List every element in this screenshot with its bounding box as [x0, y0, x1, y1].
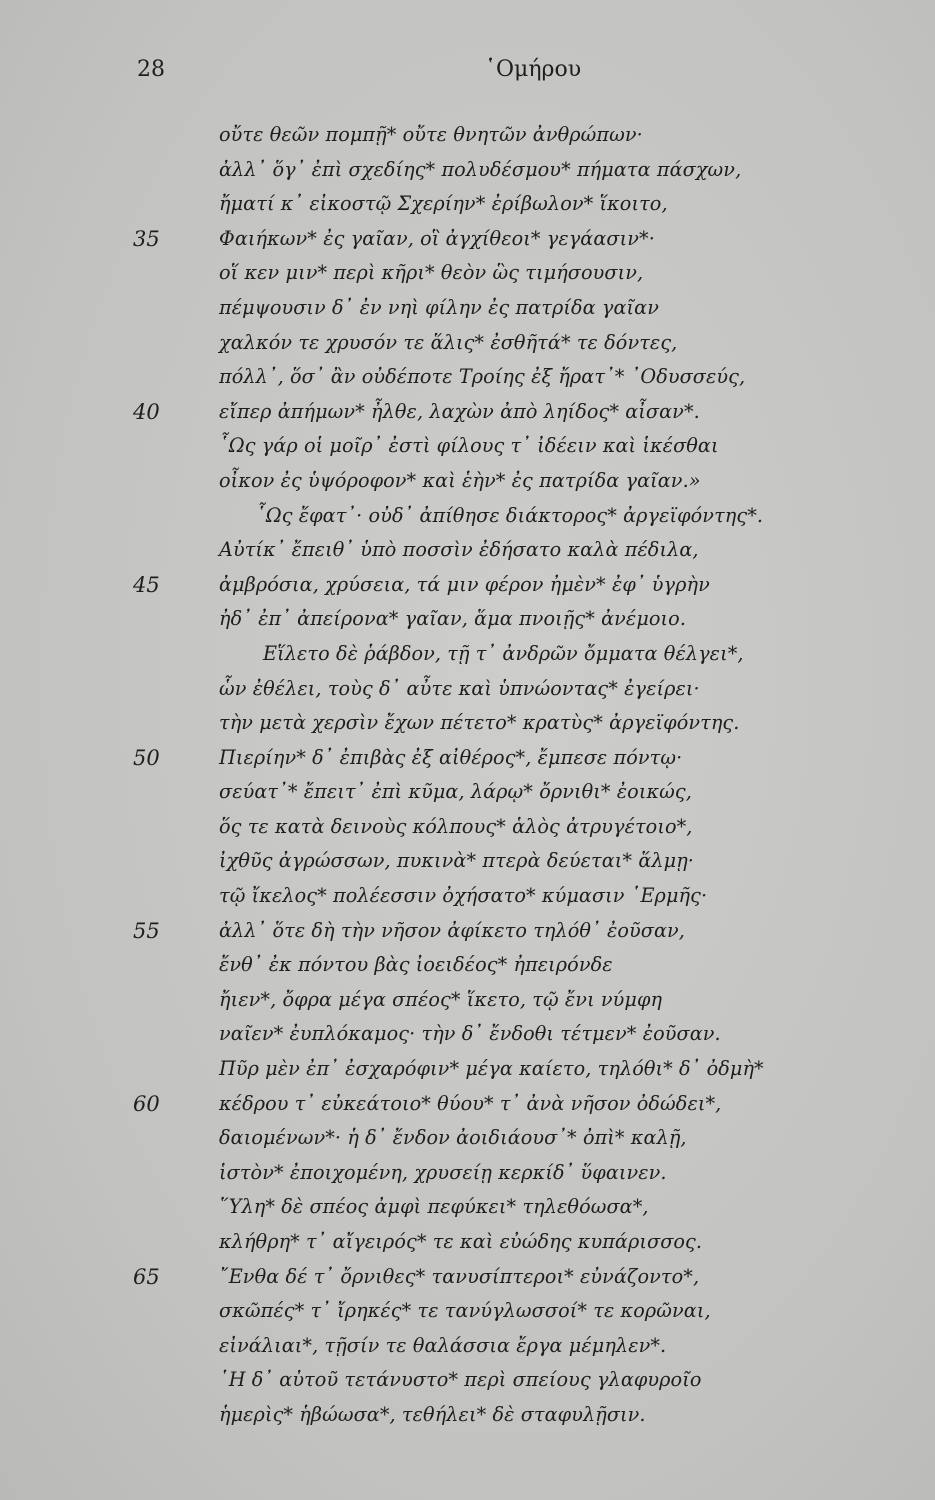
verse-text: πόλλ᾽, ὅσ᾽ ἂν οὐδέποτε Τροίης ἐξ ἤρατ᾽* ᾽Οδυσσεύς, — [219, 365, 746, 389]
verse-text: Αὐτίκ᾽ ἔπειθ᾽ ὑπὸ ποσσὶν ἐδήσατο καλὰ πέδιλα, — [219, 538, 699, 562]
verse-line — [0, 1225, 935, 1260]
verse-text: ἀμβρόσια, χρύσεια, τά μιν φέρον ἠμὲν* ἐφ᾽ ὑγρὴν — [219, 572, 710, 596]
verse-text: σκῶπές* τ᾽ ἴρηκές* τε τανύγλωσσοί* τε κορῶναι, — [219, 1299, 711, 1323]
verse-line — [0, 602, 935, 637]
verse-text: ῎Ενθα δέ τ᾽ ὄρνιθες* τανυσίπτεροι* εὐνάζοντο*, — [219, 1264, 700, 1288]
verse-text: χαλκόν τε χρυσόν τε ἅλις* ἐσθῆτά* τε δόντες, — [219, 330, 678, 354]
verse-line — [0, 291, 935, 326]
verse-text: ἀλλ᾽ ὅγ᾽ ἐπὶ σχεδίης* πολυδέσμου* πήματα πάσχων, — [219, 157, 742, 181]
verse-text: κλήθρη* τ᾽ αἴγειρός* τε καὶ εὐώδης κυπάρισσος. — [219, 1230, 703, 1253]
verse-line — [0, 533, 935, 568]
verse-text: ἱστὸν* ἐποιχομένη, χρυσείῃ κερκίδ᾽ ὕφαινεν. — [219, 1160, 667, 1184]
verse-line — [0, 1017, 935, 1052]
verse-line — [0, 1052, 935, 1087]
verse-line — [0, 1190, 935, 1225]
verse-text: ναῖεν* ἐυπλόκαμος· τὴν δ᾽ ἔνδοθι τέτμεν* ἐοῦσαν. — [219, 1022, 721, 1046]
verse-text: τῷ ἴκελος* πολέεσσιν ὀχήσατο* κύμασιν ῾Ερμῆς· — [219, 884, 708, 908]
running-head: ῾Ομήρου — [485, 57, 582, 82]
verse-text: κέδρου τ᾽ εὐκεάτοιο* θύου* τ᾽ ἀνὰ νῆσον ὀδώδει*, — [219, 1091, 722, 1115]
verse-line — [0, 464, 935, 499]
verse-line — [0, 326, 935, 361]
verse-text: πέμψουσιν δ᾽ ἐν νηὶ φίλην ἐς πατρίδα γαῖαν — [219, 295, 659, 319]
verse-text: ἤιεν*, ὄφρα μέγα σπέος* ἵκετο, τῷ ἔνι νύμφη — [219, 987, 663, 1011]
verse-line — [0, 360, 935, 395]
verse-line — [0, 741, 935, 776]
line-number: 60 — [133, 1091, 160, 1116]
verse-text: δαιομένων*· ἡ δ᾽ ἔνδον ἀοιδιάουσ᾽* ὀπὶ* καλῇ, — [219, 1126, 687, 1150]
verse-line — [0, 1087, 935, 1122]
verse-line — [0, 395, 935, 430]
line-number: 40 — [133, 399, 160, 424]
verse-line — [0, 672, 935, 707]
verse-text: Φαιήκων* ἐς γαῖαν, οἳ ἀγχίθεοι* γεγάασιν*· — [219, 226, 655, 250]
verse-text: ἠδ᾽ ἐπ᾽ ἀπείρονα* γαῖαν, ἅμα πνοιῇς* ἀνέμοιο. — [219, 607, 687, 631]
verse-text: ἀλλ᾽ ὅτε δὴ τὴν νῆσον ἀφίκετο τηλόθ᾽ ἐοῦσαν, — [219, 918, 685, 942]
verse-text: ἡμερὶς* ἡβώωσα*, τεθήλει* δὲ σταφυλῇσιν. — [219, 1402, 646, 1426]
verse-line — [0, 1329, 935, 1364]
verse-line — [0, 810, 935, 845]
verse-line — [0, 1260, 935, 1295]
verse-block — [0, 118, 935, 1433]
verse-text: οἵ κεν μιν* περὶ κῆρι* θεὸν ὣς τιμήσουσιν, — [219, 261, 644, 285]
verse-line — [0, 568, 935, 603]
line-number: 55 — [133, 918, 160, 943]
verse-text: ῞Υλη* δὲ σπέος ἀμφὶ πεφύκει* τηλεθόωσα*, — [219, 1195, 649, 1219]
line-number: 50 — [133, 745, 160, 770]
verse-line — [0, 1156, 935, 1191]
verse-line — [0, 222, 935, 257]
verse-text: ἔνθ᾽ ἐκ πόντου βὰς ἰοειδέος* ἠπειρόνδε — [219, 953, 613, 977]
verse-line — [0, 879, 935, 914]
verse-line — [0, 637, 935, 672]
verse-text: σεύατ᾽* ἔπειτ᾽ ἐπὶ κῦμα, λάρῳ* ὄρνιθι* ἐοικώς, — [219, 780, 692, 804]
verse-text: Εἵλετο δὲ ῥάβδον, τῇ τ᾽ ἀνδρῶν ὄμματα θέλγει*, — [263, 641, 744, 665]
line-number: 35 — [133, 226, 160, 251]
verse-text: Πιερίην* δ᾽ ἐπιβὰς ἐξ αἰθέρος*, ἔμπεσε πόντῳ· — [219, 745, 683, 769]
verse-line — [0, 153, 935, 188]
verse-line — [0, 775, 935, 810]
verse-line — [0, 187, 935, 222]
verse-line — [0, 499, 935, 534]
verse-text: ὧν ἐθέλει, τοὺς δ᾽ αὖτε καὶ ὑπνώοντας* ἐγείρει· — [219, 676, 700, 700]
verse-text: ῟Ως γάρ οἱ μοῖρ᾽ ἐστὶ φίλους τ᾽ ἰδέειν καὶ ἱκέσθαι — [219, 434, 719, 458]
page-number: 28 — [137, 57, 165, 82]
verse-line — [0, 706, 935, 741]
verse-text: ἰχθῦς ἀγρώσσων, πυκινὰ* πτερὰ δεύεται* ἅλμῃ· — [219, 849, 694, 873]
verse-line — [0, 429, 935, 464]
verse-line — [0, 914, 935, 949]
verse-line — [0, 948, 935, 983]
verse-line — [0, 118, 935, 153]
verse-text: Πῦρ μὲν ἐπ᾽ ἐσχαρόφιν* μέγα καίετο, τηλόθι* δ᾽ ὀδμὴ* — [219, 1057, 764, 1081]
verse-line — [0, 844, 935, 879]
verse-text: ὅς τε κατὰ δεινοὺς κόλπους* ἁλὸς ἀτρυγέτοιο*, — [219, 814, 693, 838]
verse-text: ῾Η δ᾽ αὐτοῦ τετάνυστο* περὶ σπείους γλαφυροῖο — [219, 1368, 702, 1392]
verse-text: εἴπερ ἀπήμων* ἦλθε, λαχὼν ἀπὸ ληίδος* αἶσαν*. — [219, 399, 700, 423]
verse-line — [0, 1363, 935, 1398]
verse-line — [0, 983, 935, 1018]
verse-line — [0, 1398, 935, 1433]
verse-text: ῟Ως ἔφατ᾽· οὐδ᾽ ἀπίθησε διάκτορος* ἀργεϊφόντης*. — [256, 503, 764, 527]
verse-text: οὔτε θεῶν πομπῇ* οὔτε θνητῶν ἀνθρώπων· — [219, 123, 643, 146]
verse-line — [0, 1121, 935, 1156]
verse-line — [0, 256, 935, 291]
line-number: 65 — [133, 1264, 160, 1289]
page-header — [0, 57, 935, 87]
line-number: 45 — [133, 572, 160, 597]
verse-text: ἤματί κ᾽ εἰκοστῷ Σχερίην* ἐρίβωλον* ἵκοιτο, — [219, 192, 668, 216]
verse-text: εἰνάλιαι*, τῇσίν τε θαλάσσια ἔργα μέμηλεν*. — [219, 1333, 667, 1357]
verse-text: τὴν μετὰ χερσὶν ἔχων πέτετο* κρατὺς* ἀργεϊφόντης. — [219, 711, 740, 735]
verse-text: οἶκον ἐς ὑψόροφον* καὶ ἑὴν* ἐς πατρίδα γαῖαν.» — [219, 468, 701, 492]
verse-line — [0, 1294, 935, 1329]
